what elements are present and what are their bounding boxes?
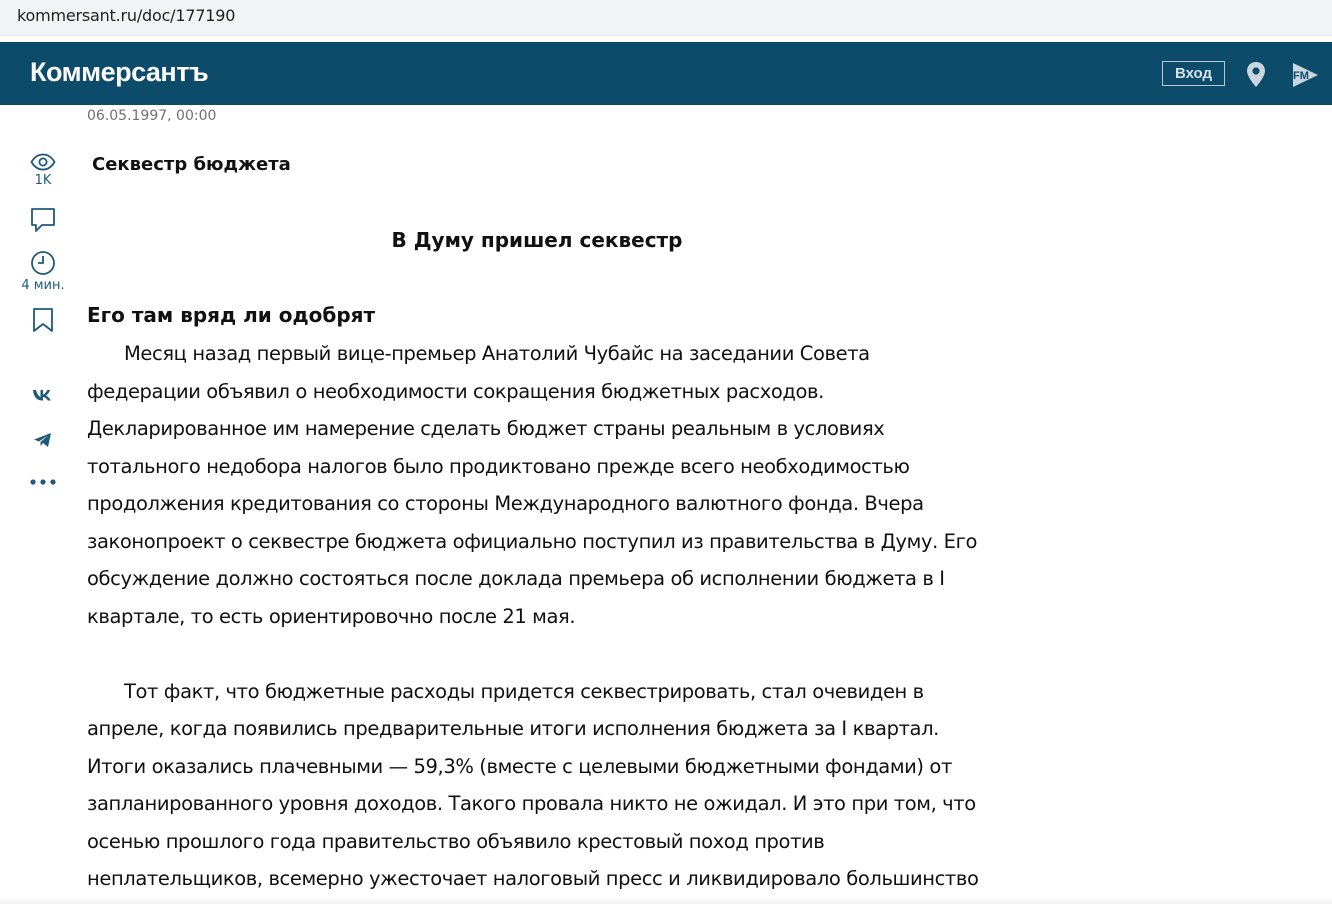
vk-share-icon	[32, 388, 54, 402]
login-button[interactable]: Вход	[1162, 61, 1225, 86]
telegram-share-icon	[33, 432, 53, 448]
article-paragraph-1	[87, 335, 987, 635]
text-line: осенью прошлого года правительство объявило крестовый поход против	[87, 829, 825, 853]
views-count: 1K	[34, 173, 52, 188]
article-headline: В Думу пришел секвестр	[391, 228, 683, 252]
text-line: обсуждение должно состояться после доклада премьера об исполнении бюджета в I	[87, 567, 945, 590]
text-line: запланированного уровня доходов. Такого провала никто не ожидал. И это при том, что	[87, 792, 976, 815]
bottom-edge	[0, 896, 1332, 904]
bookmark-icon	[31, 307, 55, 333]
article-paragraph-2	[87, 673, 987, 898]
text-line: Тот факт, что бюджетные расходы придется секвестрировать, стал очевиден в	[124, 679, 924, 703]
text-line: Месяц назад первый вице-премьер Анатолий Чубайс на заседании Совета	[124, 342, 870, 365]
clock-icon	[30, 250, 56, 276]
comment-icon	[30, 207, 56, 233]
site-header	[0, 42, 1332, 105]
share-more-button[interactable]	[18, 478, 68, 486]
article-subhead: Его там вряд ли одобрят	[87, 303, 376, 327]
fm-radio-icon[interactable]	[1290, 61, 1320, 89]
comments-button[interactable]	[18, 207, 68, 233]
more-icon	[29, 478, 57, 486]
text-line: федерации объявил о необходимости сокращения бюджетных расходов.	[87, 379, 824, 403]
paragraph-spacer	[87, 635, 987, 673]
read-time	[18, 250, 68, 293]
svg-text:FM: FM	[1293, 70, 1309, 82]
location-pin-icon[interactable]	[1245, 61, 1267, 89]
text-line: продолжения кредитования со стороны Международного валютного фонда. Вчера	[87, 492, 924, 515]
share-telegram-button[interactable]	[18, 432, 68, 448]
browser-address-bar[interactable]	[0, 0, 1332, 36]
text-line: законопроект о секвестре бюджета официально поступил из правительства в Думу. Его	[87, 529, 977, 553]
site-logo[interactable]: Коммерсантъ	[30, 57, 209, 87]
article-body	[87, 335, 987, 898]
read-time-label: 4 мин.	[21, 278, 65, 293]
article-rubric: Секвестр бюджета	[92, 154, 291, 175]
article-date: 06.05.1997, 00:00	[87, 108, 217, 124]
bookmark-button[interactable]	[18, 307, 68, 333]
text-line: Декларированное им намерение сделать бюджет страны реальным в условиях	[87, 417, 885, 440]
share-vk-button[interactable]	[18, 388, 68, 402]
text-line: тотального недобора налогов было продиктовано прежде всего необходимостью	[87, 454, 910, 478]
text-line: неплательщиков, всемерно ужесточает налоговый пресс и ликвидировало большинство	[87, 867, 979, 890]
text-line: квартале, то есть ориентировочно после 21 мая.	[87, 604, 576, 628]
eye-icon	[30, 153, 56, 171]
text-line: апреле, когда появились предварительные итоги исполнения бюджета за I квартал.	[87, 717, 939, 740]
text-line: Итоги оказались плачевными — 59,3% (вместе с целевыми бюджетными фондами) от	[87, 754, 952, 778]
url-text[interactable]: kommersant.ru/doc/177190	[17, 6, 236, 25]
views-counter	[18, 153, 68, 188]
